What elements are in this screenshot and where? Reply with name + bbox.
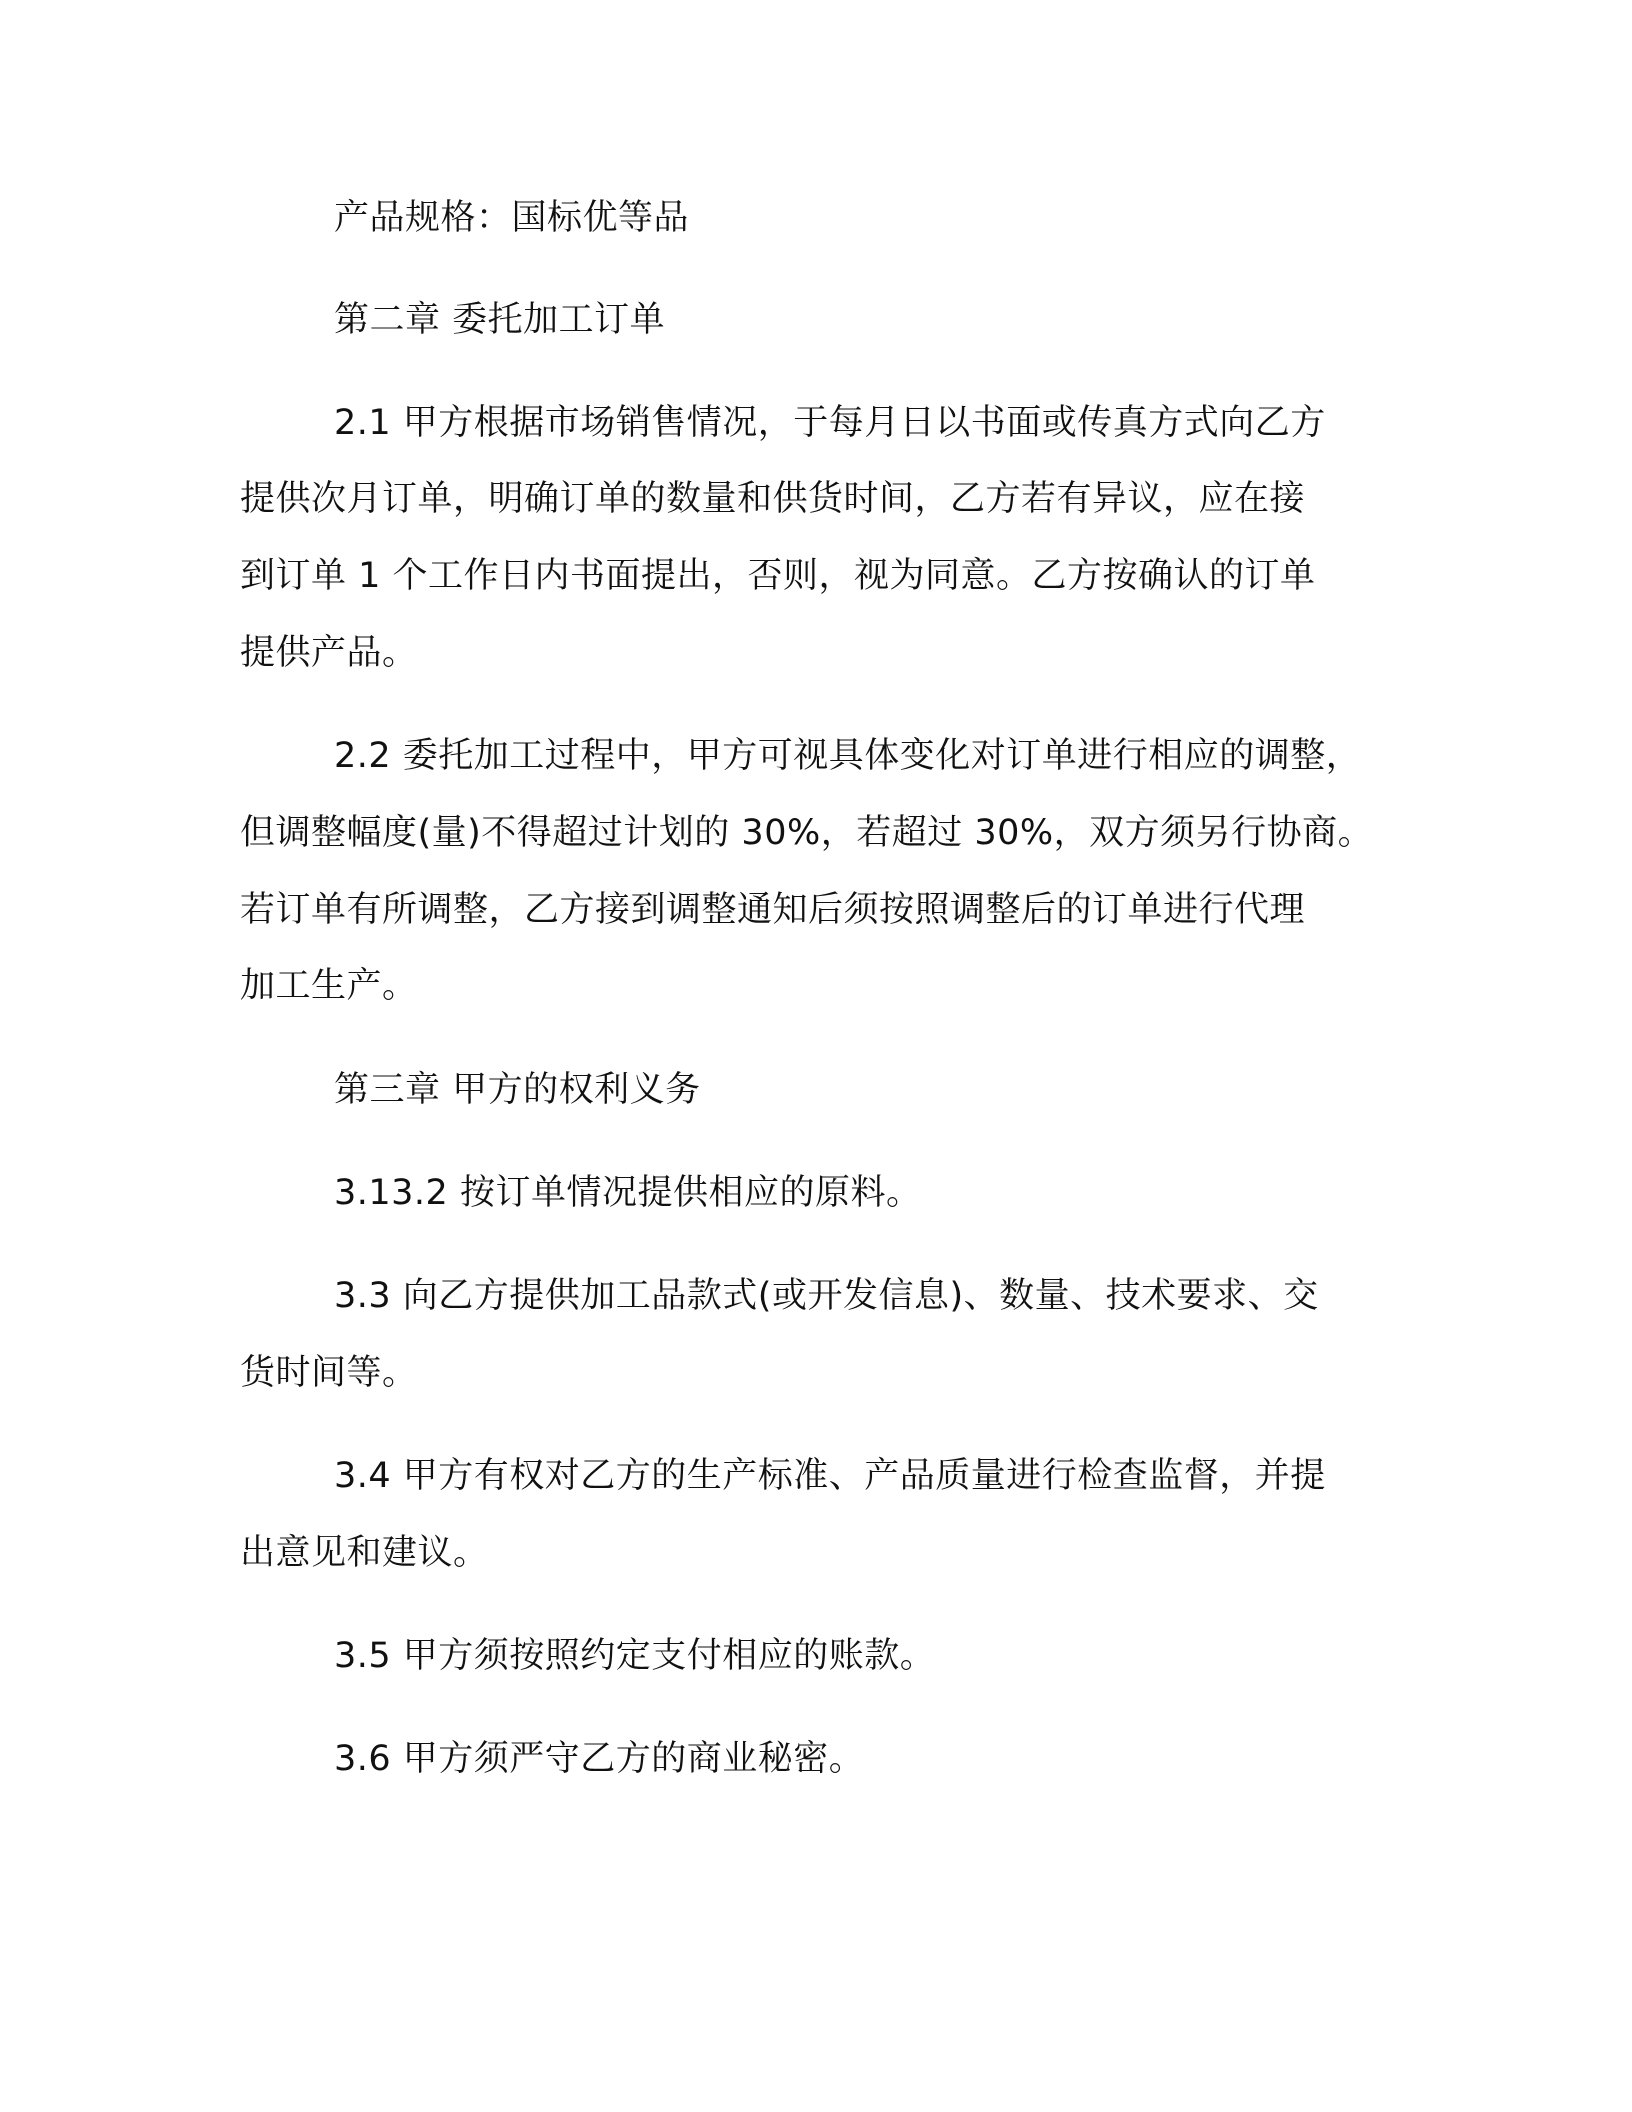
clause-3-5: 3.5 甲方须按照约定支付相应的账款。: [334, 1636, 936, 1676]
clause-3-4-line-2: 出意见和建议。: [240, 1533, 489, 1573]
clause-2-2-line-4: 加工生产。: [240, 966, 418, 1006]
clause-3-4-line-1: 3.4 甲方有权对乙方的生产标准、产品质量进行检查监督，并提: [334, 1456, 1326, 1496]
clause-2-1-line-1: 2.1 甲方根据市场销售情况，于每月日以书面或传真方式向乙方: [334, 403, 1326, 443]
chapter-3-heading: 第三章 甲方的权利义务: [334, 1070, 701, 1110]
clause-2-2-line-1: 2.2 委托加工过程中，甲方可视具体变化对订单进行相应的调整，: [334, 736, 1362, 776]
clause-3-13-2: 3.13.2 按订单情况提供相应的原料。: [334, 1173, 922, 1213]
clause-2-1-line-2: 提供次月订单，明确订单的数量和供货时间，乙方若有异议，应在接: [240, 479, 1306, 519]
clause-3-3-line-2: 货时间等。: [240, 1353, 418, 1393]
clause-3-6: 3.6 甲方须严守乙方的商业秘密。: [334, 1739, 865, 1779]
product-spec-line: 产品规格：国标优等品: [334, 198, 690, 238]
clause-2-2-line-3: 若订单有所调整，乙方接到调整通知后须按照调整后的订单进行代理: [240, 890, 1306, 930]
clause-2-2-line-2: 但调整幅度(量)不得超过计划的 30%，若超过 30%，双方须另行协商。: [240, 813, 1374, 853]
clause-2-1-line-4: 提供产品。: [240, 633, 418, 673]
clause-2-1-line-3: 到订单 1 个工作日内书面提出，否则，视为同意。乙方按确认的订单: [240, 556, 1316, 596]
chapter-2-heading: 第二章 委托加工订单: [334, 300, 666, 340]
clause-3-3-line-1: 3.3 向乙方提供加工品款式(或开发信息)、数量、技术要求、交: [334, 1276, 1319, 1316]
